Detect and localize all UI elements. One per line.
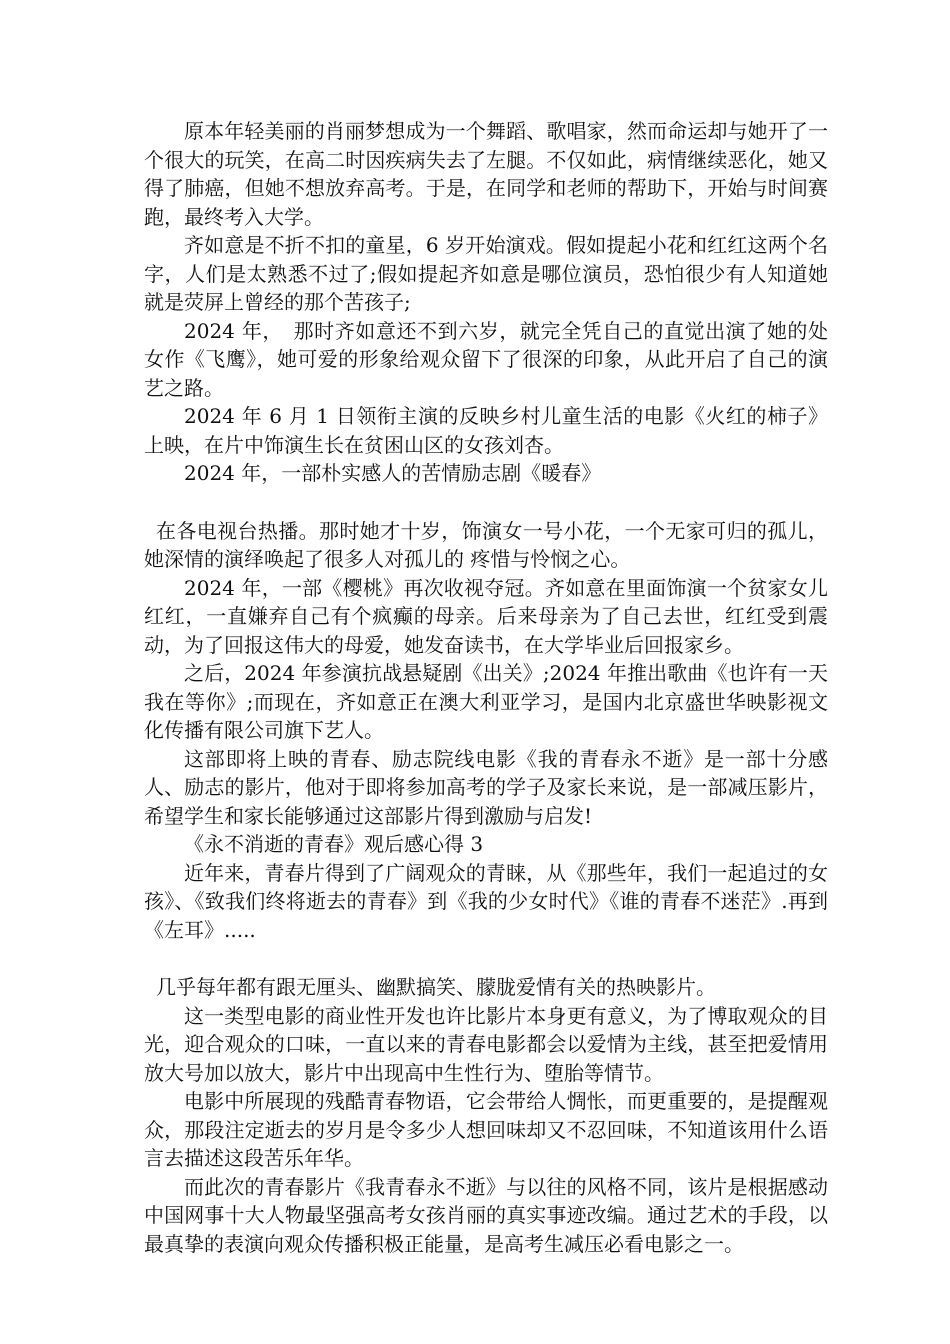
paragraph: 而此次的青春影片《我青春永不逝》与以往的风格不同，该片是根据感动中国网事十大人物最坚强高考女孩肖丽的真实事迹改编。通过艺术的手段，以最真挚的表演向观众传播积极正能量，是高考生减压必看电影之一。 (144, 1174, 828, 1256)
blank-line (144, 488, 828, 517)
paragraph: 近年来，青春片得到了广阔观众的青睐，从《那些年，我们一起追过的女孩》、《致我们终将逝去的青春》到《我的少女时代》《谁的青春不迷茫》.再到《左耳》..... (144, 860, 828, 942)
paragraph: 之后，2024 年参演抗战悬疑剧《出关》;2024 年推出歌曲《也许有一天我在等你》;而现在，齐如意正在澳大利亚学习，是国内北京盛世华映影视文化传播有限公司旗下艺人。 (144, 661, 828, 742)
paragraph: 2024 年，一部《樱桃》再次收视夺冠。齐如意在里面饰演一个贫家女儿红红，一直嫌弃自己有个疯癫的母亲。后来母亲为了自己去世，红红受到震动，为了回报这伟大的母爱，她发奋读书，在大学毕业后回报家乡。 (144, 575, 828, 657)
paragraph: 这一类型电影的商业性开发也许比影片本身更有意义，为了博取观众的目光，迎合观众的口味，一直以来的青春电影都会以爱情为主线，甚至把爱情用放大号加以放大，影片中出现高中生性行为、堕胎等情节。 (144, 1003, 828, 1085)
paragraph: 2024 年，一部朴实感人的苦情励志剧《暖春》 (184, 461, 602, 485)
blank-line (144, 944, 828, 973)
paragraph: 2024 年， 那时齐如意还不到六岁，就完全凭自己的直觉出演了她的处女作《飞鹰》，她可爱的形象给观众留下了很深的印象，从此开启了自己的演艺之路。 (144, 318, 828, 400)
paragraph: 在各电视台热播。那时她才十岁，饰演女一号小花，一个无家可归的孤儿，她深情的演绎唤起了很多人对孤儿的 疼惜与怜悯之心。 (144, 518, 828, 571)
paragraph: 齐如意是不折不扣的童星，6 岁开始演戏。假如提起小花和红红这两个名字，人们是太熟悉不过了;假如提起齐如意是哪位演员，恐怕很少有人知道她就是荧屏上曾经的那个苦孩子; (144, 233, 828, 314)
paragraph: 原本年轻美丽的肖丽梦想成为一个舞蹈、歌唱家，然而命运却与她开了一个很大的玩笑，在高二时因疾病失去了左腿。不仅如此，病情继续恶化，她又得了肺癌，但她不想放弃高考。于是，在同学和老师的帮助下，开始与时间赛跑，最终考入大学。 (144, 119, 828, 229)
paragraph: 2024 年 6 月 1 日领衔主演的反映乡村儿童生活的电影《火红的柿子》上映，在片中饰演生长在贫困山区的女孩刘杏。 (144, 404, 828, 457)
paragraph: 电影中所展现的残酷青春物语，它会带给人惆怅，而更重要的，是提醒观众，那段注定逝去的岁月是令多少人想回味却又不忍回味，不知道该用什么语言去描述这段苦乐年华。 (144, 1089, 828, 1170)
paragraph: 这部即将上映的青春、励志院线电影《我的青春永不逝》是一部十分感人、励志的影片，他对于即将参加高考的学子及家长来说，是一部减压影片，希望学生和家长能够通过这部影片得到激励与启发! (144, 746, 828, 828)
section-heading: 《永不消逝的青春》观后感心得 3 (184, 832, 484, 856)
document-body (144, 117, 828, 1258)
paragraph: 几乎每年都有跟无厘头、幽默搞笑、朦胧爱情有关的热映影片。 (156, 975, 716, 999)
